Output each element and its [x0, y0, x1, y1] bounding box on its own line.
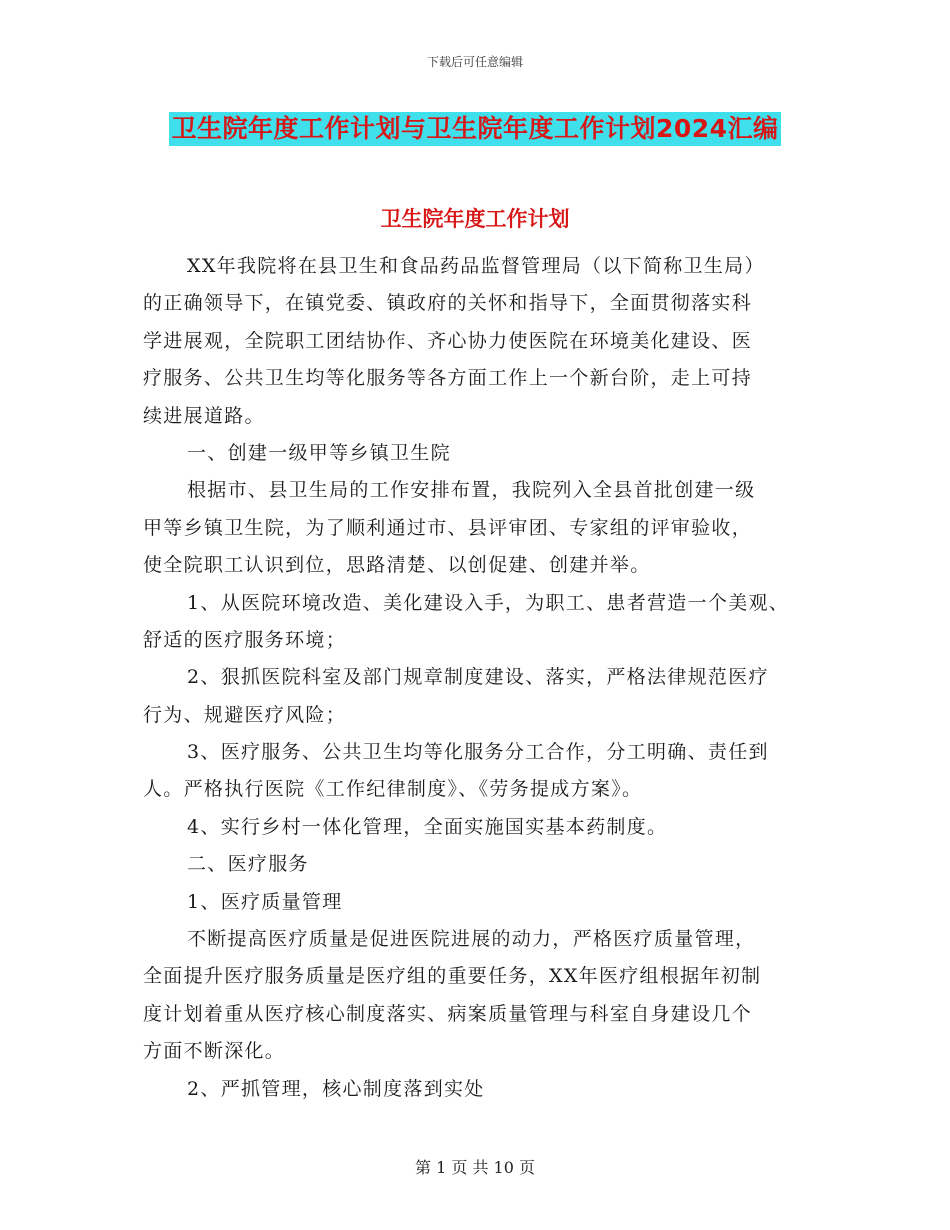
body-line: 续进展道路。 — [143, 404, 265, 427]
body-line: 全面提升医疗服务质量是医疗组的重要任务，XX年医疗组根据年初制 — [143, 965, 762, 988]
body-line: 1、医疗质量管理 — [187, 890, 343, 913]
body-line: 行为、规避医疗风险； — [143, 703, 347, 726]
body-line: 根据市、县卫生局的工作安排布置，我院列入全县首批创建一级 — [187, 479, 756, 502]
body-line: 一、创建一级甲等乡镇卫生院 — [187, 441, 451, 464]
body-line: 3、医疗服务、公共卫生均等化服务分工合作，分工明确、责任到 — [187, 741, 769, 764]
body-line: 二、医疗服务 — [187, 853, 309, 876]
document-title: 卫生院年度工作计划与卫生院年度工作计划2024汇编 — [169, 112, 780, 146]
body-line: 2、狠抓医院科室及部门规章制度建设、落实，严格法律规范医疗 — [187, 666, 769, 689]
body-line: 学进展观，全院职工团结协作、齐心协力使医院在环境美化建设、医 — [143, 329, 753, 352]
body-line: 方面不断深化。 — [143, 1040, 286, 1063]
body-line: 舒适的医疗服务环境； — [143, 628, 347, 651]
body-line: 的正确领导下，在镇党委、镇政府的关怀和指导下，全面贯彻落实科 — [143, 292, 753, 315]
body-line: 不断提高医疗质量是促进医院进展的动力，严格医疗质量管理， — [187, 928, 756, 951]
body-line: XX年我院将在县卫生和食品药品监督管理局（以下简称卫生局） — [187, 255, 765, 277]
body-line: 疗服务、公共卫生均等化服务等各方面工作上一个新台阶，走上可持 — [143, 367, 753, 390]
document-body — [143, 248, 813, 1108]
section-title: 卫生院年度工作计划 — [380, 207, 570, 231]
body-line: 度计划着重从医疗核心制度落实、病案质量管理与科室自身建设几个 — [143, 1002, 753, 1025]
body-line: 人。严格执行医院《工作纪律制度》、《劳务提成方案》。 — [143, 778, 643, 801]
body-line: 甲等乡镇卫生院，为了顺利通过市、县评审团、专家组的评审验收， — [143, 516, 753, 539]
body-line: 1、从医院环境改造、美化建设入手，为职工、患者营造一个美观、 — [187, 591, 790, 614]
document-title-wrap — [0, 112, 950, 146]
body-line: 2、严抓管理，核心制度落到实处 — [187, 1077, 485, 1100]
body-line: 使全院职工认识到位，思路清楚、以创促建、创建并举。 — [143, 554, 651, 577]
header-note: 下载后可任意编辑 — [426, 55, 523, 69]
page-footer: 第 1 页 共 10 页 — [415, 1158, 535, 1177]
body-line: 4、实行乡村一体化管理，全面实施国实基本药制度。 — [187, 815, 668, 838]
